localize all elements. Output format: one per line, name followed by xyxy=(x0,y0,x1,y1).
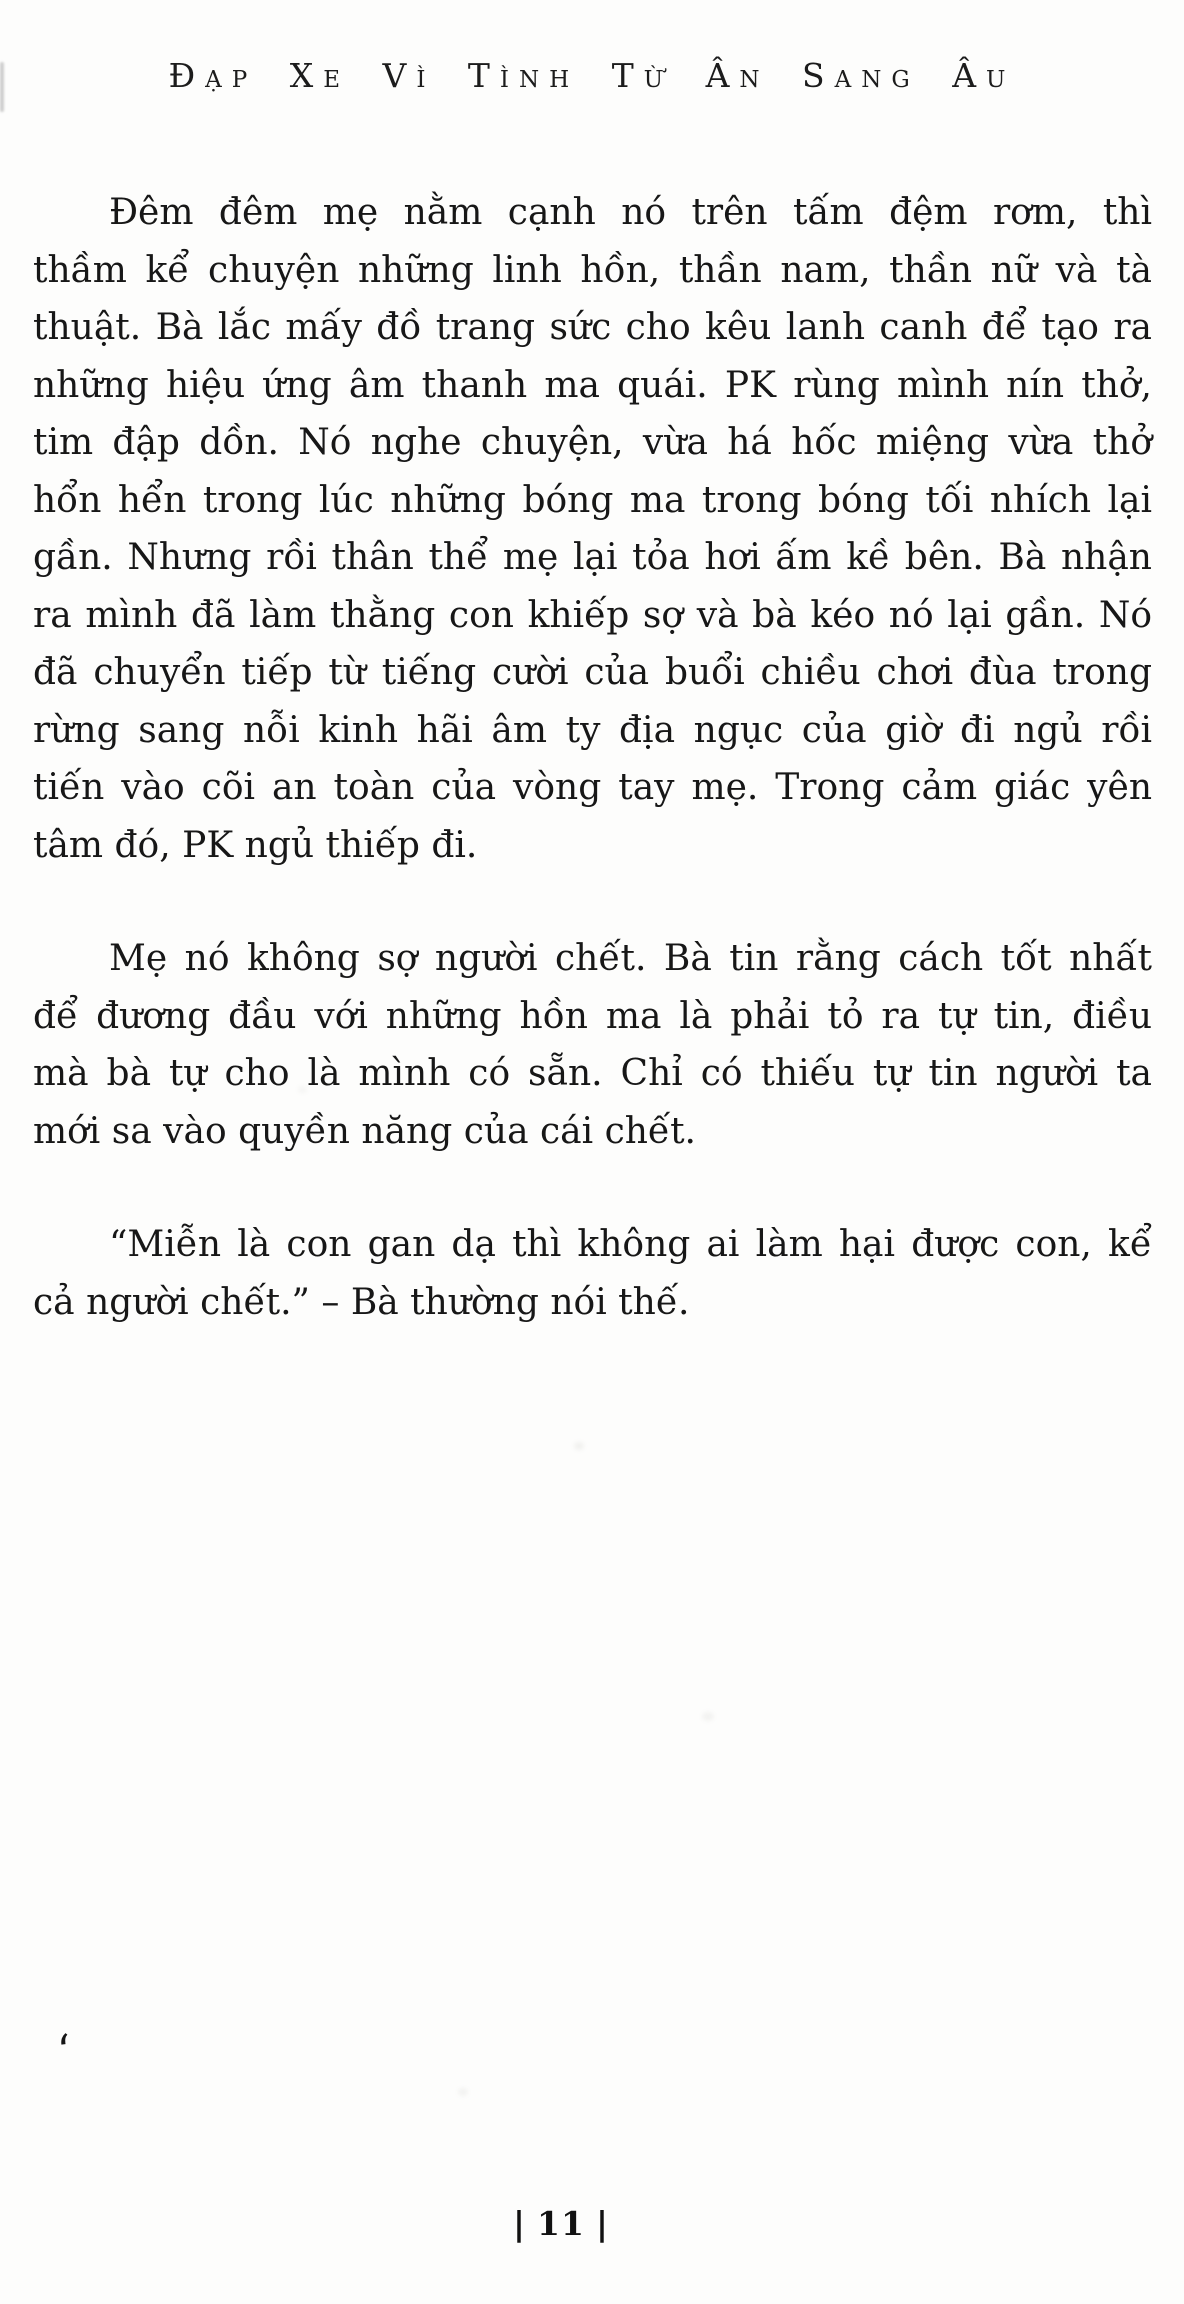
text-line: gần. Nhưng rồi thân thể mẹ lại tỏa hơi ấm kề bên. Bà nhận xyxy=(33,537,1152,578)
paragraph xyxy=(33,184,1152,874)
page-number-separator-left: | xyxy=(513,2204,527,2243)
text-line: tâm đó, PK ngủ thiếp đi. xyxy=(33,824,478,866)
page-number xyxy=(471,2204,651,2243)
scan-dot xyxy=(574,1442,584,1450)
page-number-separator-right: | xyxy=(595,2204,609,2243)
text-line: tiến vào cõi an toàn của vòng tay mẹ. Trong cảm giác yên xyxy=(33,767,1152,808)
text-line: mới sa vào quyền năng của cái chết. xyxy=(33,1110,696,1152)
page-body-text xyxy=(33,184,1152,1331)
text-line: Đêm đêm mẹ nằm cạnh nó trên tấm đệm rơm, thì xyxy=(109,192,1152,233)
text-line: tim đập dồn. Nó nghe chuyện, vừa há hốc miệng vừa thở xyxy=(33,422,1152,463)
text-line: “Miễn là con gan dạ thì không ai làm hại được con, kể xyxy=(109,1224,1152,1265)
text-line: mà bà tự cho là mình có sẵn. Chỉ có thiếu tự tin người ta xyxy=(33,1053,1152,1094)
scan-dot xyxy=(702,1712,714,1721)
text-line: cả người chết.” – Bà thường nói thế. xyxy=(33,1281,690,1323)
text-line: những hiệu ứng âm thanh ma quái. PK rùng mình nín thở, xyxy=(33,364,1152,406)
paragraph xyxy=(33,930,1152,1160)
text-line: rừng sang nỗi kinh hãi âm ty địa ngục của giờ đi ngủ rồi xyxy=(33,709,1152,751)
page-number-value: 11 xyxy=(537,2204,585,2243)
scan-edge-smudge xyxy=(0,62,4,112)
page-header-title: Đạp Xe Vì Tình Từ Ân Sang Âu xyxy=(168,56,1016,95)
paragraph xyxy=(33,1216,1152,1331)
scan-dot xyxy=(458,2088,468,2096)
scan-dot xyxy=(298,1086,307,1093)
text-line: hổn hển trong lúc những bóng ma trong bóng tối nhích lại xyxy=(33,479,1152,521)
text-line: thuật. Bà lắc mấy đồ trang sức cho kêu lanh canh để tạo ra xyxy=(33,307,1152,348)
text-line: đã chuyển tiếp từ tiếng cười của buổi chiều chơi đùa trong xyxy=(33,652,1152,693)
text-line: Mẹ nó không sợ người chết. Bà tin rằng cách tốt nhất xyxy=(109,938,1152,979)
text-line: thầm kể chuyện những linh hồn, thần nam, thần nữ và tà xyxy=(33,249,1152,291)
ink-speck: ‘ xyxy=(54,2025,76,2078)
text-line: ra mình đã làm thằng con khiếp sợ và bà kéo nó lại gần. Nó xyxy=(33,594,1152,636)
text-line: để đương đầu với những hồn ma là phải tỏ ra tự tin, điều xyxy=(33,995,1152,1037)
